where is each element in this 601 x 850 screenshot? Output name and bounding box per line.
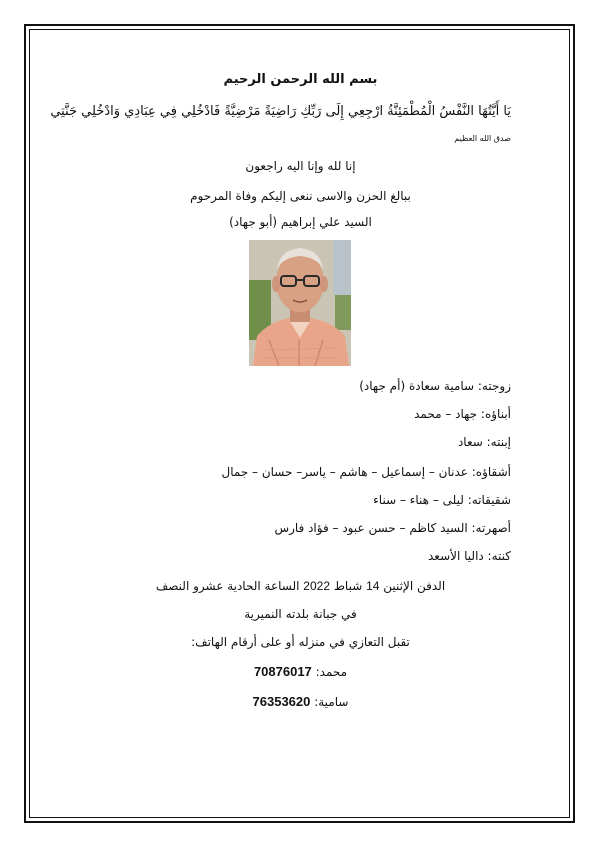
burial-month: شباط [333, 579, 363, 593]
portrait-photo-icon [249, 240, 351, 366]
quran-verse: يَا أَيَّتُهَا النَّفْسُ الْمُطْمَئِنَّةُ ارْجِعِي إِلَى رَبِّكِ رَاضِيَةً مَرْضِيَّةً فَادْخُلِي فِي عِبَادِي وَادْخُلِي جَنَّتِي [50, 104, 511, 119]
condolences-line: تقبل التعازي في منزله أو على أرقام الهاتف: [191, 635, 410, 649]
basmala: بسم الله الرحمن الرحيم [223, 72, 378, 87]
contact-row [40, 664, 561, 680]
cemetery-line: في جبانة بلدته النميرية [244, 607, 357, 621]
burial-time: الساعة الحادية عشرو النصف [155, 579, 300, 593]
sisters-line: شقيقاته: ليلى – هناء – سناء [373, 493, 511, 507]
in-laws-line: أصهرته: السيد كاظم – حسن عبود – فؤاد فارس [274, 521, 511, 535]
phone-number: 76353620 [252, 694, 311, 709]
announcement-line: ببالغ الحزن والاسى ننعى إليكم وفاة المرحوم [190, 189, 411, 203]
contact-label: محمد: [315, 665, 348, 679]
contact-label: سامية: [314, 695, 349, 709]
burial-year: 2022 [303, 579, 330, 593]
inna-lillah-line: إنا لله وإنا اليه راجعون [245, 159, 356, 173]
daughter-in-law-line: كنته: داليا الأسعد [428, 549, 511, 563]
wife-line: زوجته: سامية سعادة (أم جهاد) [359, 379, 511, 393]
deceased-photo [249, 240, 351, 366]
verse-attribution: صدق الله العظيم [454, 134, 511, 143]
brothers-line: أشقاؤه: عدنان – إسماعيل – هاشم – ياسر– حسان – جمال [221, 465, 511, 479]
burial-line [40, 578, 561, 594]
burial-prefix: الدفن الإثنين [383, 579, 446, 593]
phone-number: 70876017 [253, 664, 312, 679]
deceased-name: السيد علي إبراهيم (أبو جهاد) [229, 215, 372, 229]
contact-row [40, 694, 561, 710]
burial-day: 14 [366, 579, 380, 593]
sons-line: أبناؤه: جهاد – محمد [414, 407, 511, 421]
daughter-line: إبنته: سعاد [457, 435, 511, 449]
